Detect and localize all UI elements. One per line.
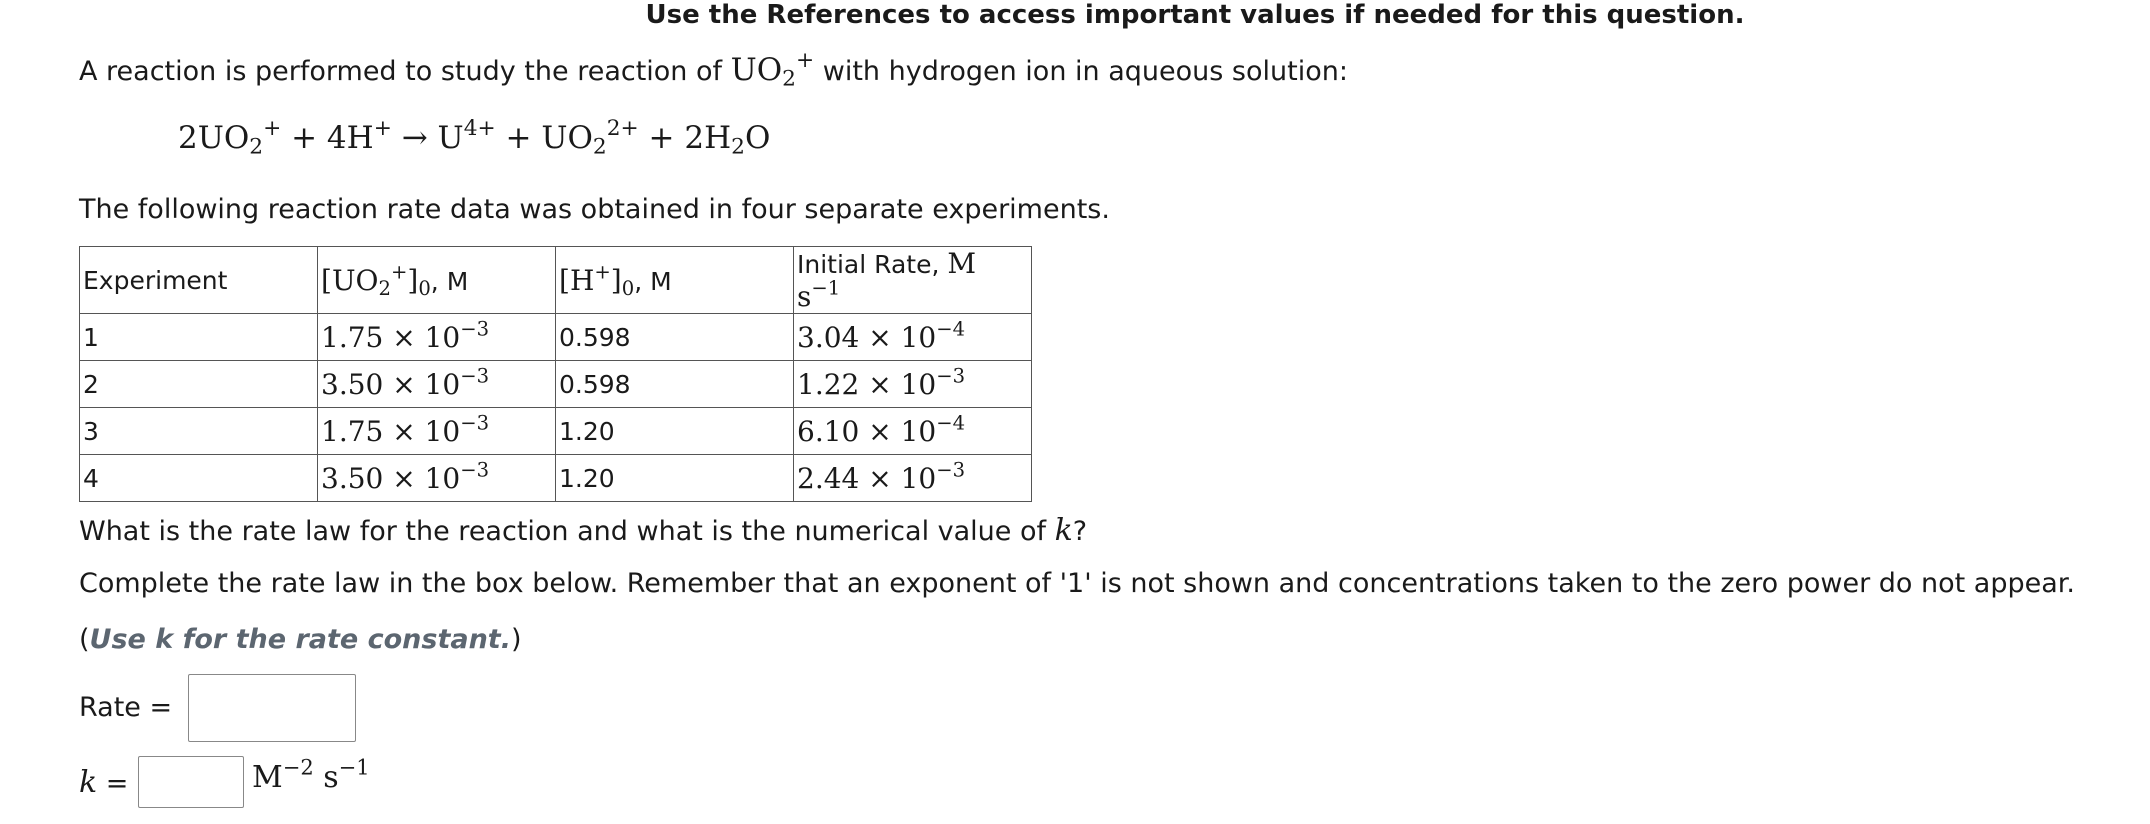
cell-experiment: 3 — [80, 408, 318, 455]
hint-emphasis: Use k for the rate constant. — [89, 624, 511, 655]
header-uo2-conc: $[UO_2^+]_0$, M — [318, 247, 556, 314]
cell-experiment: 4 — [80, 455, 318, 502]
cell-h: 0.598 — [556, 361, 794, 408]
cell-h: 1.20 — [556, 408, 794, 455]
header-experiment: Experiment — [80, 247, 318, 314]
intro-before: A reaction is performed to study the reaction of — [79, 56, 731, 87]
question-text: What is the rate law for the reaction and what is the numerical value of k? — [79, 513, 1088, 548]
k-units: $M^{-2}$ $s^{-1}$ — [252, 755, 370, 795]
k-label: k = — [79, 765, 129, 800]
table-row — [80, 408, 1032, 455]
cell-h: 1.20 — [556, 455, 794, 502]
cell-rate: $6.10 \times 10^{-4}$ — [794, 408, 1032, 455]
cell-rate: $1.22 \times 10^{-3}$ — [794, 361, 1032, 408]
header-h-conc: $[H^+]_0$, M — [556, 247, 794, 314]
cell-uo2: $3.50 \times 10^{-3}$ — [318, 361, 556, 408]
intro-species: $UO_2^+$ — [730, 47, 815, 92]
data-lead-text: The following reaction rate data was obtained in four separate experiments. — [79, 194, 1110, 225]
intro-after: with hydrogen ion in aqueous solution: — [814, 56, 1348, 87]
k-value-input[interactable] — [138, 756, 244, 808]
rate-label: Rate = — [79, 692, 173, 723]
cell-experiment: 1 — [80, 314, 318, 361]
cell-experiment: 2 — [80, 361, 318, 408]
intro-text — [79, 47, 1348, 92]
rate-law-input[interactable] — [188, 674, 356, 742]
table-row — [80, 361, 1032, 408]
reaction-equation: $2UO_2^+ + 4H^+ \to U^{4+} + UO_2^{2+} + 2H_2O$ — [178, 115, 771, 160]
table-header-row — [80, 247, 1032, 314]
cell-rate: $3.04 \times 10^{-4}$ — [794, 314, 1032, 361]
header-initial-rate: Initial Rate, M $s^{-1}$ — [794, 247, 1032, 314]
k-variable: k — [1054, 513, 1073, 548]
table-row — [80, 455, 1032, 502]
cell-uo2: $1.75 \times 10^{-3}$ — [318, 408, 556, 455]
hint-text: (Use k for the rate constant.) — [79, 624, 522, 655]
cell-uo2: $3.50 \times 10^{-3}$ — [318, 455, 556, 502]
instructions-text: Complete the rate law in the box below. Remember that an exponent of '1' is not shown and concentrations taken to the zero power do not appear. — [79, 568, 2075, 599]
cell-rate: $2.44 \times 10^{-3}$ — [794, 455, 1032, 502]
table-row — [80, 314, 1032, 361]
cell-h: 0.598 — [556, 314, 794, 361]
cell-uo2: $1.75 \times 10^{-3}$ — [318, 314, 556, 361]
references-banner: Use the References to access important values if needed for this question. — [645, 0, 1745, 30]
rate-data-table — [79, 246, 1032, 502]
